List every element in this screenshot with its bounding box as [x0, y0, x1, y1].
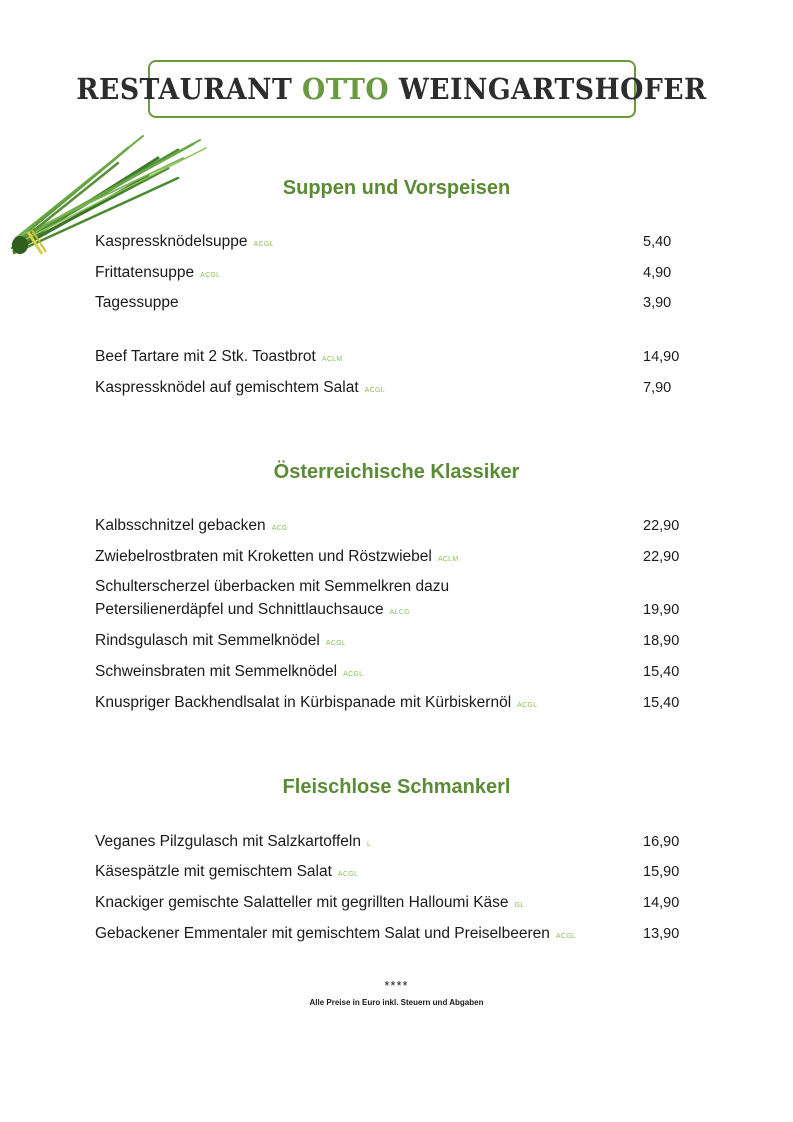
dish-name: Kaspressknödelsuppe: [95, 233, 248, 250]
section-heading-vegetarian: Fleischlose Schmankerl: [282, 776, 511, 798]
dish-price: 13,90: [643, 926, 680, 942]
menu-item: [95, 232, 685, 255]
allergen-codes: GL: [514, 902, 525, 909]
allergen-codes: ACGL: [325, 640, 347, 647]
dish-name: Knuspriger Backhendlsalat in Kürbispanade mit Kürbiskernöl: [95, 694, 512, 711]
restaurant-title: [77, 72, 707, 106]
dish-name: Käsespätzle mit gemischtem Salat: [95, 863, 332, 880]
title-part-1: RESTAURANT: [76, 72, 303, 106]
dish-price: 15,40: [643, 695, 680, 711]
menu-item: [95, 693, 685, 716]
dish-name: Gebackener Emmentaler mit gemischtem Salat und Preiselbeeren: [95, 925, 550, 942]
allergen-codes: ACGL: [364, 387, 385, 394]
allergen-codes: ACGL: [253, 241, 274, 248]
allergen-codes: ACLM: [437, 556, 459, 563]
section-heading-soups: Suppen und Vorspeisen: [282, 177, 511, 199]
restaurant-title-box: [76, 60, 708, 118]
allergen-codes: ACGL: [337, 871, 359, 878]
dish-name: Veganes Pilzgulasch mit Salzkartoffeln: [95, 833, 361, 850]
price-note: Alle Preise in Euro inkl. Steuern und Abgaben: [309, 998, 484, 1007]
dish-price: 14,90: [643, 349, 680, 365]
allergen-codes: ACGL: [517, 702, 538, 709]
menu-item: [95, 662, 685, 685]
dish-price: 19,90: [643, 602, 680, 618]
menu-item: [95, 516, 685, 539]
dish-name: Knackiger gemischte Salatteller mit gegrillten Halloumi Käse: [95, 894, 509, 911]
menu-item: [95, 631, 685, 654]
dish-name: Frittatensuppe: [95, 264, 195, 281]
dish-price: 18,90: [643, 633, 680, 649]
menu-item: [95, 577, 685, 623]
menu-item: [95, 547, 685, 570]
separator-stars: ****: [384, 978, 409, 993]
allergen-codes: ACGL: [555, 933, 577, 940]
dish-price: 4,90: [643, 265, 672, 281]
allergen-codes: L: [366, 841, 372, 848]
dish-name: Schweinsbraten mit Semmelknödel: [95, 663, 338, 680]
dish-name: Rindsgulasch mit Semmelknödel: [95, 632, 320, 649]
allergen-codes: ACGL: [200, 272, 221, 279]
menu-item: [95, 832, 685, 855]
menu-item: [95, 924, 685, 947]
title-accent: OTTO: [302, 72, 390, 106]
dish-name: Schulterscherzel überbacken mit Semmelkren dazu: [95, 578, 450, 595]
menu-item: [95, 263, 685, 286]
dish-name: Tagessuppe: [95, 294, 179, 311]
dish-price: 16,90: [643, 834, 680, 850]
allergen-codes: ACLM: [321, 356, 343, 363]
dish-price: 3,90: [643, 295, 672, 311]
allergen-codes: ACG: [271, 525, 288, 532]
dish-name: Beef Tartare mit 2 Stk. Toastbrot: [95, 348, 316, 365]
menu-item: [95, 862, 685, 885]
menu-item: [95, 378, 685, 401]
dish-price: 7,90: [643, 380, 672, 396]
allergen-codes: ACGL: [343, 671, 364, 678]
menu-item: [95, 347, 685, 370]
dish-name: Zwiebelrostbraten mit Kroketten und Röstzwiebel: [95, 548, 432, 565]
dish-name: Kalbsschnitzel gebacken: [95, 517, 266, 534]
dish-price: 14,90: [643, 895, 680, 911]
dish-price: 15,40: [643, 664, 680, 680]
title-part-2: WEINGARTSHOFER: [389, 72, 708, 106]
dish-name-continued: Petersilienerdäpfel und Schnittlauchsauce: [95, 601, 384, 618]
dish-price: 22,90: [643, 549, 680, 565]
menu-item: [95, 893, 685, 916]
dish-price: 5,40: [643, 234, 672, 250]
menu-item: [95, 293, 685, 316]
dish-price: 15,90: [643, 864, 680, 880]
dish-price: 22,90: [643, 518, 680, 534]
section-heading-classics: Österreichische Klassiker: [273, 461, 520, 483]
allergen-codes: ALCG: [389, 609, 410, 616]
dish-name: Kaspressknödel auf gemischtem Salat: [95, 379, 359, 396]
